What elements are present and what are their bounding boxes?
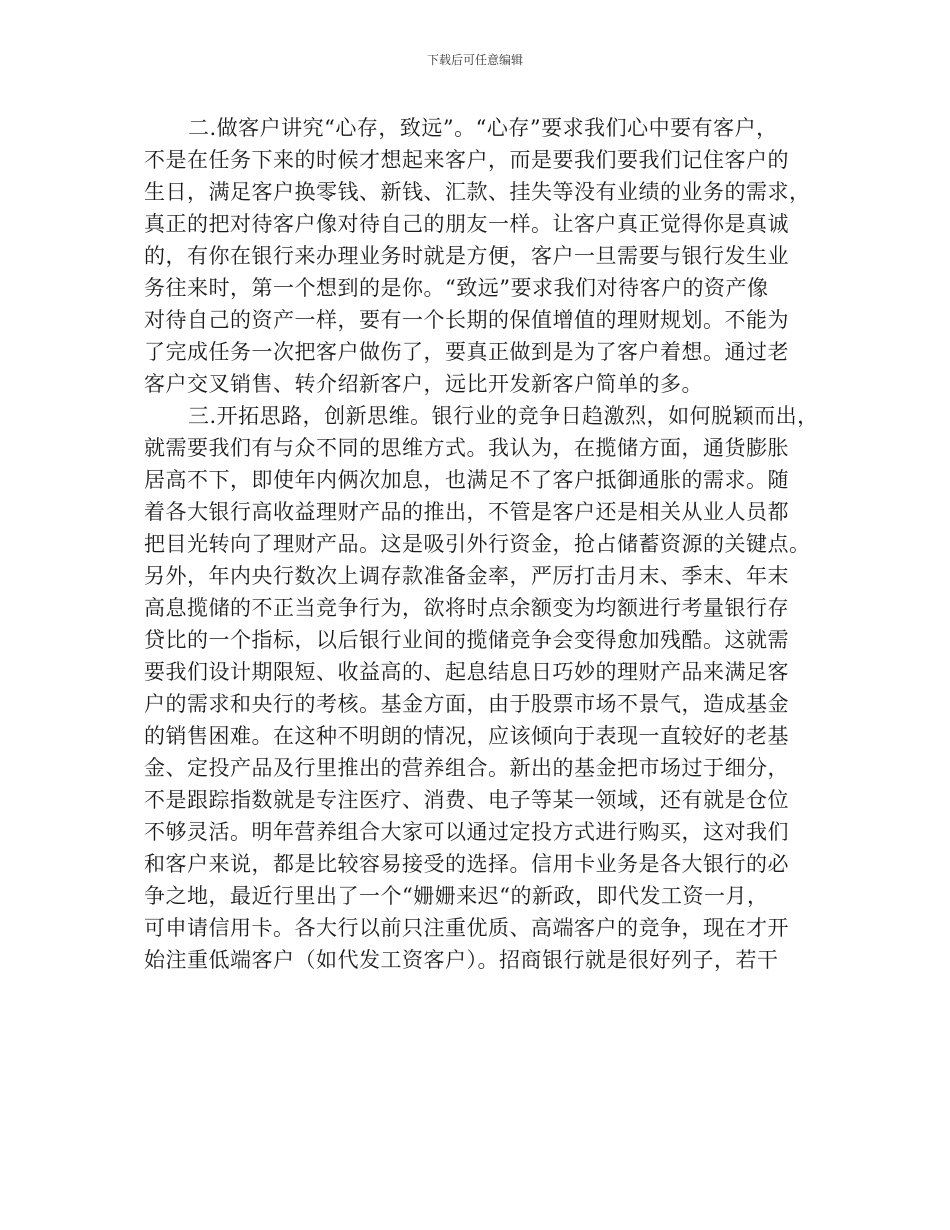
paragraph-2-line: 另外，年内央行数次上调存款准备金率，严厉打击月末、季末、年末 [144, 564, 789, 588]
paragraph-1-line: 务往来时，第一个想到的是你。“致远”要求我们对待客户的资产像 [144, 276, 769, 300]
paragraph-2-line: 高息揽储的不正当竞争行为，欲将时点余额变为均额进行考量银行存 [144, 596, 789, 620]
page-header: 下载后可任意编辑 [426, 53, 523, 67]
paragraph-2-line: 和客户来说，都是比较容易接受的选择。信用卡业务是各大银行的必 [144, 852, 789, 876]
paragraph-1-line: 不是在任务下来的时候才想起来客户，而是要我们要我们记住客户的 [144, 148, 789, 172]
paragraph-1-line: 客户交叉销售、转介绍新客户，远比开发新客户简单的多。 [144, 372, 703, 396]
paragraph-2-line: 金、定投产品及行里推出的营养组合。新出的基金把市场过于细分， [144, 756, 789, 780]
paragraph-1-line: 生日，满足客户换零钱、新钱、汇款、挂失等没有业绩的业务的需求， [144, 180, 811, 204]
paragraph-2-line: 居高不下，即使年内俩次加息，也满足不了客户抵御通胀的需求。随 [144, 468, 789, 492]
paragraph-2-line: 着各大银行高收益理财产品的推出，不管是客户还是相关从业人员都 [144, 500, 789, 524]
paragraph-1-line: 二.做客户讲究“心存，致远”。“心存”要求我们心中要有客户， [188, 116, 778, 140]
paragraph-1-line: 真正的把对待客户像对待自己的朋友一样。让客户真正觉得你是真诚 [144, 212, 789, 236]
paragraph-2-line: 不够灵活。明年营养组合大家可以通过定投方式进行购买，这对我们 [144, 820, 789, 844]
document-body [144, 112, 824, 976]
paragraph-2-line: 就需要我们有与众不同的思维方式。我认为，在揽储方面，通货膨胀 [144, 436, 789, 460]
paragraph-2-line: 的销售困难。在这种不明朗的情况，应该倾向于表现一直较好的老基 [144, 724, 789, 748]
paragraph-2-line: 不是跟踪指数就是专注医疗、消费、电子等某一领域，还有就是仓位 [144, 788, 789, 812]
paragraph-1-line: 了完成任务一次把客户做伤了，要真正做到是为了客户着想。通过老 [144, 340, 789, 364]
paragraph-2-line: 争之地，最近行里出了一个“姗姗来迟“的新政，即代发工资一月， [144, 884, 769, 908]
paragraph-2-line: 始注重低端客户（如代发工资客户）。招商银行就是很好列子，若干 [144, 948, 779, 972]
paragraph-2-line: 可申请信用卡。各大行以前只注重优质、高端客户的竞争，现在才开 [144, 916, 789, 940]
paragraph-2-line: 把目光转向了理财产品。这是吸引外行资金，抢占储蓄资源的关键点。 [144, 532, 811, 556]
paragraph-1-line: 的，有你在银行来办理业务时就是方便，客户一旦需要与银行发生业 [144, 244, 789, 268]
paragraph-2-line: 贷比的一个指标，以后银行业间的揽储竞争会变得愈加残酷。这就需 [144, 628, 789, 652]
paragraph-2-line: 户的需求和央行的考核。基金方面，由于股票市场不景气，造成基金 [144, 692, 789, 716]
paragraph-1-line: 对待自己的资产一样，要有一个长期的保值增值的理财规划。不能为 [144, 308, 789, 332]
paragraph-2-line: 三.开拓思路，创新思维。银行业的竞争日趋激烈，如何脱颖而出， [188, 404, 819, 428]
paragraph-2-line: 要我们设计期限短、收益高的、起息结息日巧妙的理财产品来满足客 [144, 660, 789, 684]
